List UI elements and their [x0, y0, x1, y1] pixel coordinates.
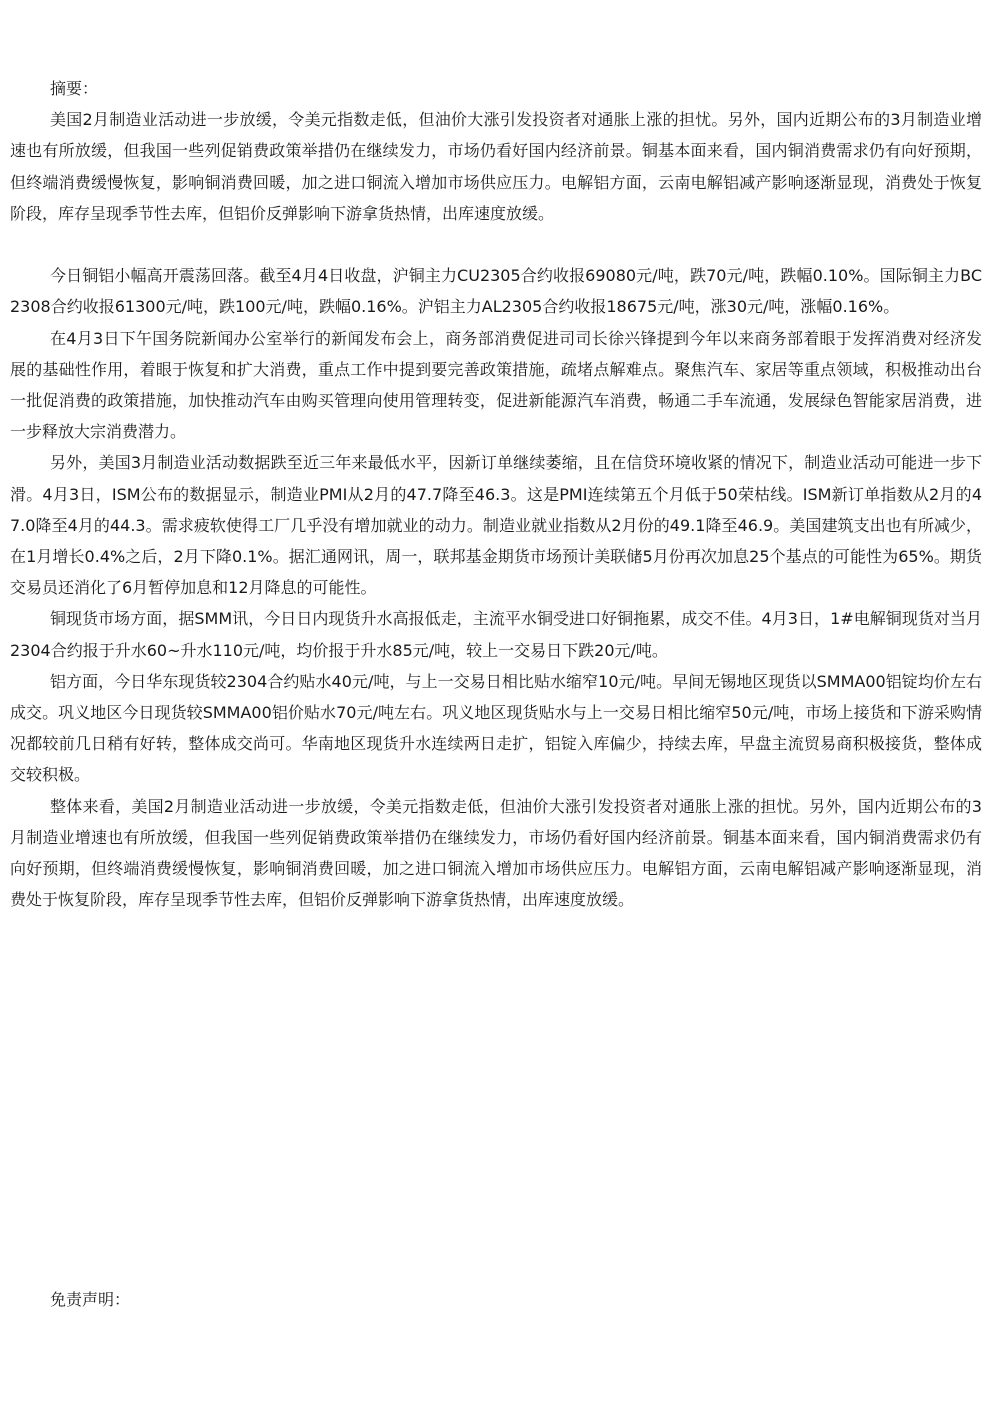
conclusion-paragraph: 整体来看，美国2月制造业活动进一步放缓，令美元指数走低，但油价大涨引发投资者对通胀上涨的担忧。另外，国内近期公布的3月制造业增速也有所放缓，但我国一些列促销费政策举措仍在继续发力，市场仍看好国内经济前景。铜基本面来看，国内铜消费需求仍有向好预期，但终端消费缓慢恢复，影响铜消费回暖，加之进口铜流入增加市场供应压力。电解铝方面，云南电解铝减产影响逐渐显现，消费处于恢复阶段，库存呈现季节性去库，但铝价反弹影响下游拿货热情，出库速度放缓。	[10, 796, 982, 910]
copper-spot-paragraph: 铜现货市场方面，据SMM讯，今日日内现货升水高报低走，主流平水铜受进口好铜拖累，成交不佳。4月3日，1#电解铜现货对当月2304合约报于升水60~升水110元/吨，均价报于升水85元/吨，较上一交易日下跌20元/吨。	[10, 609, 982, 660]
aluminum-spot-paragraph: 铝方面，今日华东现货较2304合约贴水40元/吨，与上一交易日相比贴水缩窄10元/吨。早间无锡地区现货以SMMA00铝锭均价左右成交。巩义地区今日现货较SMMA00铝价贴水70元/吨左右。巩义地区现货贴水与上一交易日相比缩窄50元/吨，市场上接货和下游采购情况都较前几日稍有好转，整体成交尚可。华南地区现货升水连续两日走扩，铝锭入库偏少，持续去库，早盘主流贸易商积极接货，整体成交较积极。	[10, 671, 982, 785]
paragraph-spacer	[10, 229, 982, 260]
market-close-paragraph: 今日铜铝小幅高开震荡回落。截至4月4日收盘，沪铜主力CU2305合约收报69080元/吨，跌70元/吨，跌幅0.10%。国际铜主力BC2308合约收报61300元/吨，跌100元/吨，跌幅0.16%。沪铝主力AL2305合约收报18675元/吨，涨30元/吨，涨幅0.16%。	[10, 266, 982, 317]
disclaimer-label: 免责声明：	[50, 1290, 131, 1309]
policy-news-paragraph: 在4月3日下午国务院新闻办公室举行的新闻发布会上，商务部消费促进司司长徐兴锋提到今年以来商务部着眼于发挥消费对经济发展的基础性作用，着眼于恢复和扩大消费，重点工作中提到要完善政策措施，疏堵点解难点。聚焦汽车、家居等重点领域，积极推动出台一批促消费的政策措施，加快推动汽车由购买管理向使用管理转变，促进新能源汽车消费，畅通二手车流通，发展绿色智能家居消费，进一步释放大宗消费潜力。	[10, 328, 982, 442]
us-manufacturing-paragraph: 另外，美国3月制造业活动数据跌至近三年来最低水平，因新订单继续萎缩，且在信贷环境收紧的情况下，制造业活动可能进一步下滑。4月3日，ISM公布的数据显示，制造业PMI从2月的47.7降至46.3。这是PMI连续第五个月低于50荣枯线。ISM新订单指数从2月的47.0降至4月的44.3。需求疲软使得工厂几乎没有增加就业的动力。制造业就业指数从2月份的49.1降至46.9。美国建筑支出也有所减少，在1月增长0.4%之后，2月下降0.1%。据汇通网讯，周一，联邦基金期货市场预计美联储5月份再次加息25个基点的可能性为65%。期货交易员还消化了6月暂停加息和12月降息的可能性。	[10, 453, 982, 598]
summary-paragraph: 美国2月制造业活动进一步放缓，令美元指数走低，但油价大涨引发投资者对通胀上涨的担忧。另外，国内近期公布的3月制造业增速也有所放缓，但我国一些列促销费政策举措仍在继续发力，市场仍看好国内经济前景。铜基本面来看，国内铜消费需求仍有向好预期，但终端消费缓慢恢复，影响铜消费回暖，加之进口铜流入增加市场供应压力。电解铝方面，云南电解铝减产影响逐渐显现，消费处于恢复阶段，库存呈现季节性去库，但铝价反弹影响下游拿货热情，出库速度放缓。	[10, 110, 982, 223]
document-body	[10, 73, 982, 915]
summary-label: 摘要：	[50, 79, 99, 98]
